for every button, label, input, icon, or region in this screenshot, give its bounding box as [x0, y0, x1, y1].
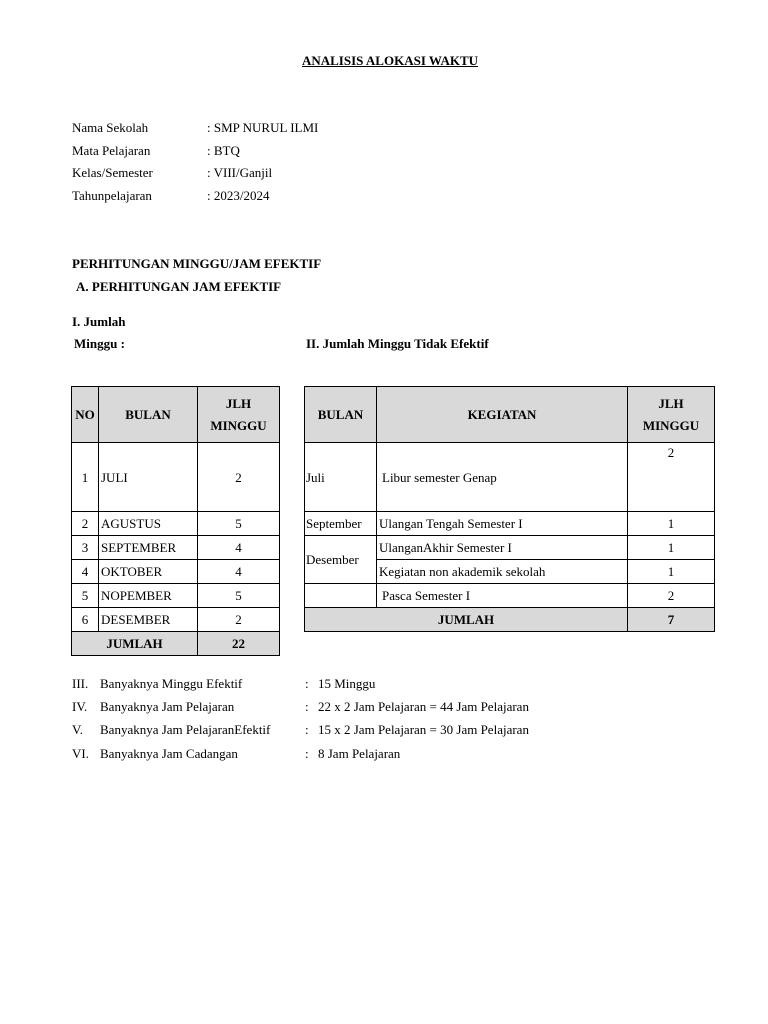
- table-row: [305, 536, 715, 560]
- document-title: ANALISIS ALOKASI WAKTU: [301, 53, 479, 68]
- effective-weeks-table: [71, 386, 280, 656]
- row-minggu: 5: [198, 584, 280, 608]
- summary-colon: :: [305, 746, 309, 761]
- summary-label: Banyaknya Jam Cadangan: [100, 746, 238, 761]
- row-bulan: SEPTEMBER: [99, 536, 198, 560]
- row-no: 4: [72, 560, 99, 584]
- table-row: [72, 443, 280, 512]
- summary-label: Banyaknya Jam Pelajaran: [100, 699, 235, 714]
- total-row: [305, 608, 715, 632]
- header-jlh: JLH: [225, 395, 252, 411]
- table-row: [72, 584, 280, 608]
- row-minggu: 1: [628, 536, 715, 560]
- header-minggu: MINGGU: [210, 417, 267, 433]
- header-jlh-minggu: [628, 387, 715, 443]
- row-minggu: 2: [198, 608, 280, 632]
- table-row: [72, 536, 280, 560]
- part2-title: II. Jumlah Minggu Tidak Efektif: [306, 336, 489, 351]
- row-no: 3: [72, 536, 99, 560]
- row-minggu: 2: [198, 443, 280, 512]
- table-row: [305, 512, 715, 536]
- summary-label: Banyaknya Jam PelajaranEfektif: [100, 722, 271, 737]
- table-row: [305, 584, 715, 608]
- row-bulan: JULI: [99, 443, 198, 512]
- table-row: [72, 512, 280, 536]
- row-bulan: Desember: [305, 536, 377, 584]
- row-minggu: 4: [198, 560, 280, 584]
- summary-num: V.: [72, 722, 83, 737]
- part1-title-line2: Minggu :: [74, 336, 125, 351]
- row-minggu: 4: [198, 536, 280, 560]
- row-bulan: Juli: [305, 443, 377, 512]
- summary-num: III.: [72, 676, 89, 691]
- row-no: 5: [72, 584, 99, 608]
- row-minggu: 5: [198, 512, 280, 536]
- table-row: [72, 560, 280, 584]
- part1-title-line1: I. Jumlah: [72, 314, 126, 329]
- section-title: PERHITUNGAN MINGGU/JAM EFEKTIF: [72, 256, 322, 271]
- table-row: [305, 443, 715, 512]
- subsection-title: A. PERHITUNGAN JAM EFEKTIF: [76, 279, 282, 294]
- row-bulan: September: [305, 512, 377, 536]
- row-minggu: 2: [628, 584, 715, 608]
- row-kegiatan: Ulangan Tengah Semester I: [377, 512, 628, 536]
- row-no: 1: [72, 443, 99, 512]
- total-row: [72, 632, 280, 656]
- header-no: NO: [72, 387, 99, 443]
- info-label-year: Tahunpelajaran: [72, 188, 152, 203]
- row-no: 2: [72, 512, 99, 536]
- row-minggu: 1: [628, 512, 715, 536]
- row-minggu: 2: [628, 443, 715, 512]
- row-bulan: AGUSTUS: [99, 512, 198, 536]
- row-bulan: OKTOBER: [99, 560, 198, 584]
- summary-colon: :: [305, 676, 309, 691]
- summary-value: 15 Minggu: [318, 676, 376, 691]
- table-row: [72, 608, 280, 632]
- info-label-school: Nama Sekolah: [72, 120, 149, 135]
- summary-value: 15 x 2 Jam Pelajaran = 30 Jam Pelajaran: [318, 722, 529, 737]
- summary-value: 8 Jam Pelajaran: [318, 746, 401, 761]
- total-label: JUMLAH: [72, 632, 198, 656]
- header-kegiatan: KEGIATAN: [377, 387, 628, 443]
- summary-colon: :: [305, 699, 309, 714]
- summary-num: VI.: [72, 746, 89, 761]
- row-kegiatan: Pasca Semester I: [377, 584, 628, 608]
- row-minggu: 1: [628, 560, 715, 584]
- non-effective-weeks-table: [304, 386, 715, 632]
- row-kegiatan: Libur semester Genap: [377, 443, 628, 512]
- total-label: JUMLAH: [305, 608, 628, 632]
- summary-colon: :: [305, 722, 309, 737]
- summary-label: Banyaknya Minggu Efektif: [100, 676, 243, 691]
- header-minggu: MINGGU: [642, 417, 700, 433]
- row-kegiatan: Kegiatan non akademik sekolah: [377, 560, 628, 584]
- row-kegiatan: UlanganAkhir Semester I: [377, 536, 628, 560]
- header-jlh: JLH: [658, 395, 684, 411]
- info-label-class: Kelas/Semester: [72, 165, 153, 180]
- row-no: 6: [72, 608, 99, 632]
- info-value-year: : 2023/2024: [207, 188, 270, 203]
- info-value-subject: : BTQ: [207, 143, 240, 158]
- header-bulan: BULAN: [305, 387, 377, 443]
- row-bulan: DESEMBER: [99, 608, 198, 632]
- row-bulan: NOPEMBER: [99, 584, 198, 608]
- summary-value: 22 x 2 Jam Pelajaran = 44 Jam Pelajaran: [318, 699, 529, 714]
- header-jlh-minggu: [198, 387, 280, 443]
- info-value-class: : VIII/Ganjil: [207, 165, 273, 180]
- info-label-subject: Mata Pelajaran: [72, 143, 151, 158]
- summary-num: IV.: [72, 699, 88, 714]
- header-bulan: BULAN: [99, 387, 198, 443]
- row-bulan: [305, 584, 377, 608]
- info-value-school: : SMP NURUL ILMI: [207, 120, 319, 135]
- total-value: 22: [198, 632, 280, 656]
- total-value: 7: [628, 608, 715, 632]
